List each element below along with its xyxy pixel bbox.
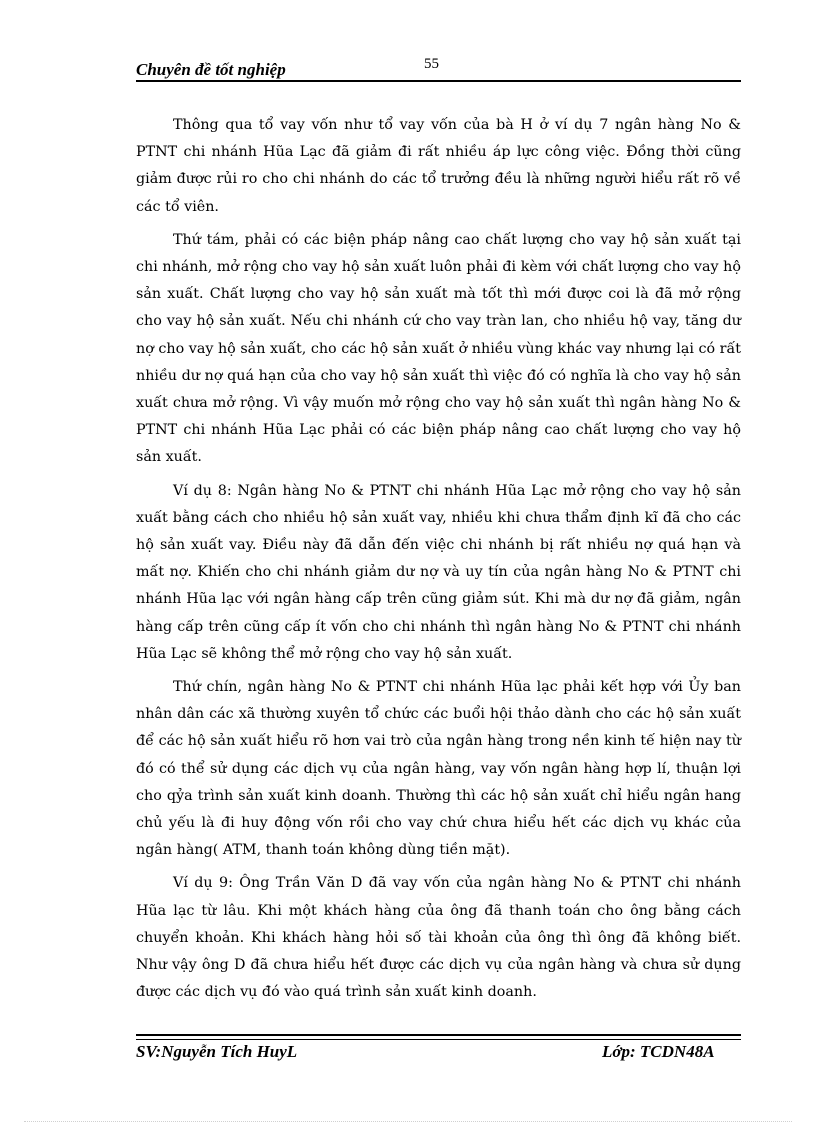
document-body — [136, 112, 741, 1013]
page-number: 55 — [424, 56, 439, 72]
paragraph: Thông qua tổ vay vốn như tổ vay vốn của bà H ở ví dụ 7 ngân hàng No & PTNT chi nhánh Hũa Lạc đã giảm đi rất nhiều áp lực công việc. Đồng thời cũng giảm được rủi ro cho chi nhánh do các tổ trưởng đều là những người hiểu rất rõ về các tổ viên. — [136, 117, 741, 215]
header-divider — [136, 80, 741, 82]
page-edge — [24, 1121, 792, 1122]
paragraph: Thứ tám, phải có các biện pháp nâng cao chất lượng cho vay hộ sản xuất tại chi nhánh, mở rộng cho vay hộ sản xuất luôn phải đi kèm với chất lượng cho vay hộ sản xuất. Chất lượng cho vay hộ sản xuất mà tốt thì mới được coi là đã mở rộng cho vay hộ sản xuất. Nếu chi nhánh cứ cho vay tràn lan, cho nhiều hộ vay, tăng dư nợ cho vay hộ sản xuất, cho các hộ sản xuất ở nhiều vùng khác vay nhưng lại có rất nhiều dư nợ quá hạn của cho vay hộ sản xuất thì việc đó có nghĩa là cho vay hộ sản xuất chưa mở rộng. Vì vậy muốn mở rộng cho vay hộ sản xuất thì ngân hàng No & PTNT chi nhánh Hũa Lạc phải có các biện pháp nâng cao chất lượng cho vay hộ sản xuất. — [136, 231, 741, 466]
footer-divider-thin — [136, 1039, 741, 1040]
footer-student-name: SV:Nguyễn Tích HuyL — [136, 1042, 298, 1061]
header-title: Chuyên đề tốt nghiệp — [136, 60, 286, 79]
paragraph: Ví dụ 9: Ông Trần Văn D đã vay vốn của ngân hàng No & PTNT chi nhánh Hũa lạc từ lâu. Khi một khách hàng của ông đã thanh toán cho ông bằng cách chuyển khoản. Khi khách hàng hỏi số tài khoản của ông thì ông đã không biết. Như vậy ông D đã chưa hiểu hết được các dịch vụ của ngân hàng và chưa sử dụng được các dịch vụ đó vào quá trình sản xuất kinh doanh. — [136, 875, 741, 1001]
footer-class-name: Lớp: TCDN48A — [602, 1042, 715, 1061]
paragraph: Ví dụ 8: Ngân hàng No & PTNT chi nhánh Hũa Lạc mở rộng cho vay hộ sản xuất bằng cách cho nhiều hộ sản xuất vay, nhiều khi chưa thẩm định kĩ đã cho các hộ sản xuất vay. Điều này đã dẫn đến việc chi nhánh bị rất nhiều nợ quá hạn và mất nợ. Khiến cho chi nhánh giảm dư nợ và uy tín của ngân hàng No & PTNT chi nhánh Hũa lạc với ngân hàng cấp trên cũng giảm sút. Khi mà dư nợ đã giảm, ngân hàng cấp trên cũng cấp ít vốn cho chi nhánh thì ngân hàng No & PTNT chi nhánh Hũa Lạc sẽ không thể mở rộng cho vay hộ sản xuất. — [136, 482, 741, 662]
footer-divider-thick — [136, 1034, 741, 1036]
paragraph: Thứ chín, ngân hàng No & PTNT chi nhánh Hũa lạc phải kết hợp với Ủy ban nhân dân các xã thường xuyên tổ chức các buổi hội thảo dành cho các hộ sản xuất để các hộ sản xuất hiểu rõ hơn vai trò của ngân hàng trong nền kinh tế hiện nay từ đó có thể sử dụng các dịch vụ của ngân hàng, vay vốn ngân hàng hợp lí, thuận lợi cho qỷa trình sản xuất kinh doanh. Thường thì các hộ sản xuất chỉ hiểu ngân hang chủ yếu là đi huy động vốn rồi cho vay chứ chưa hiểu hết các dịch vụ khác của ngân hàng( ATM, thanh toán không dùng tiền mặt). — [136, 679, 741, 859]
